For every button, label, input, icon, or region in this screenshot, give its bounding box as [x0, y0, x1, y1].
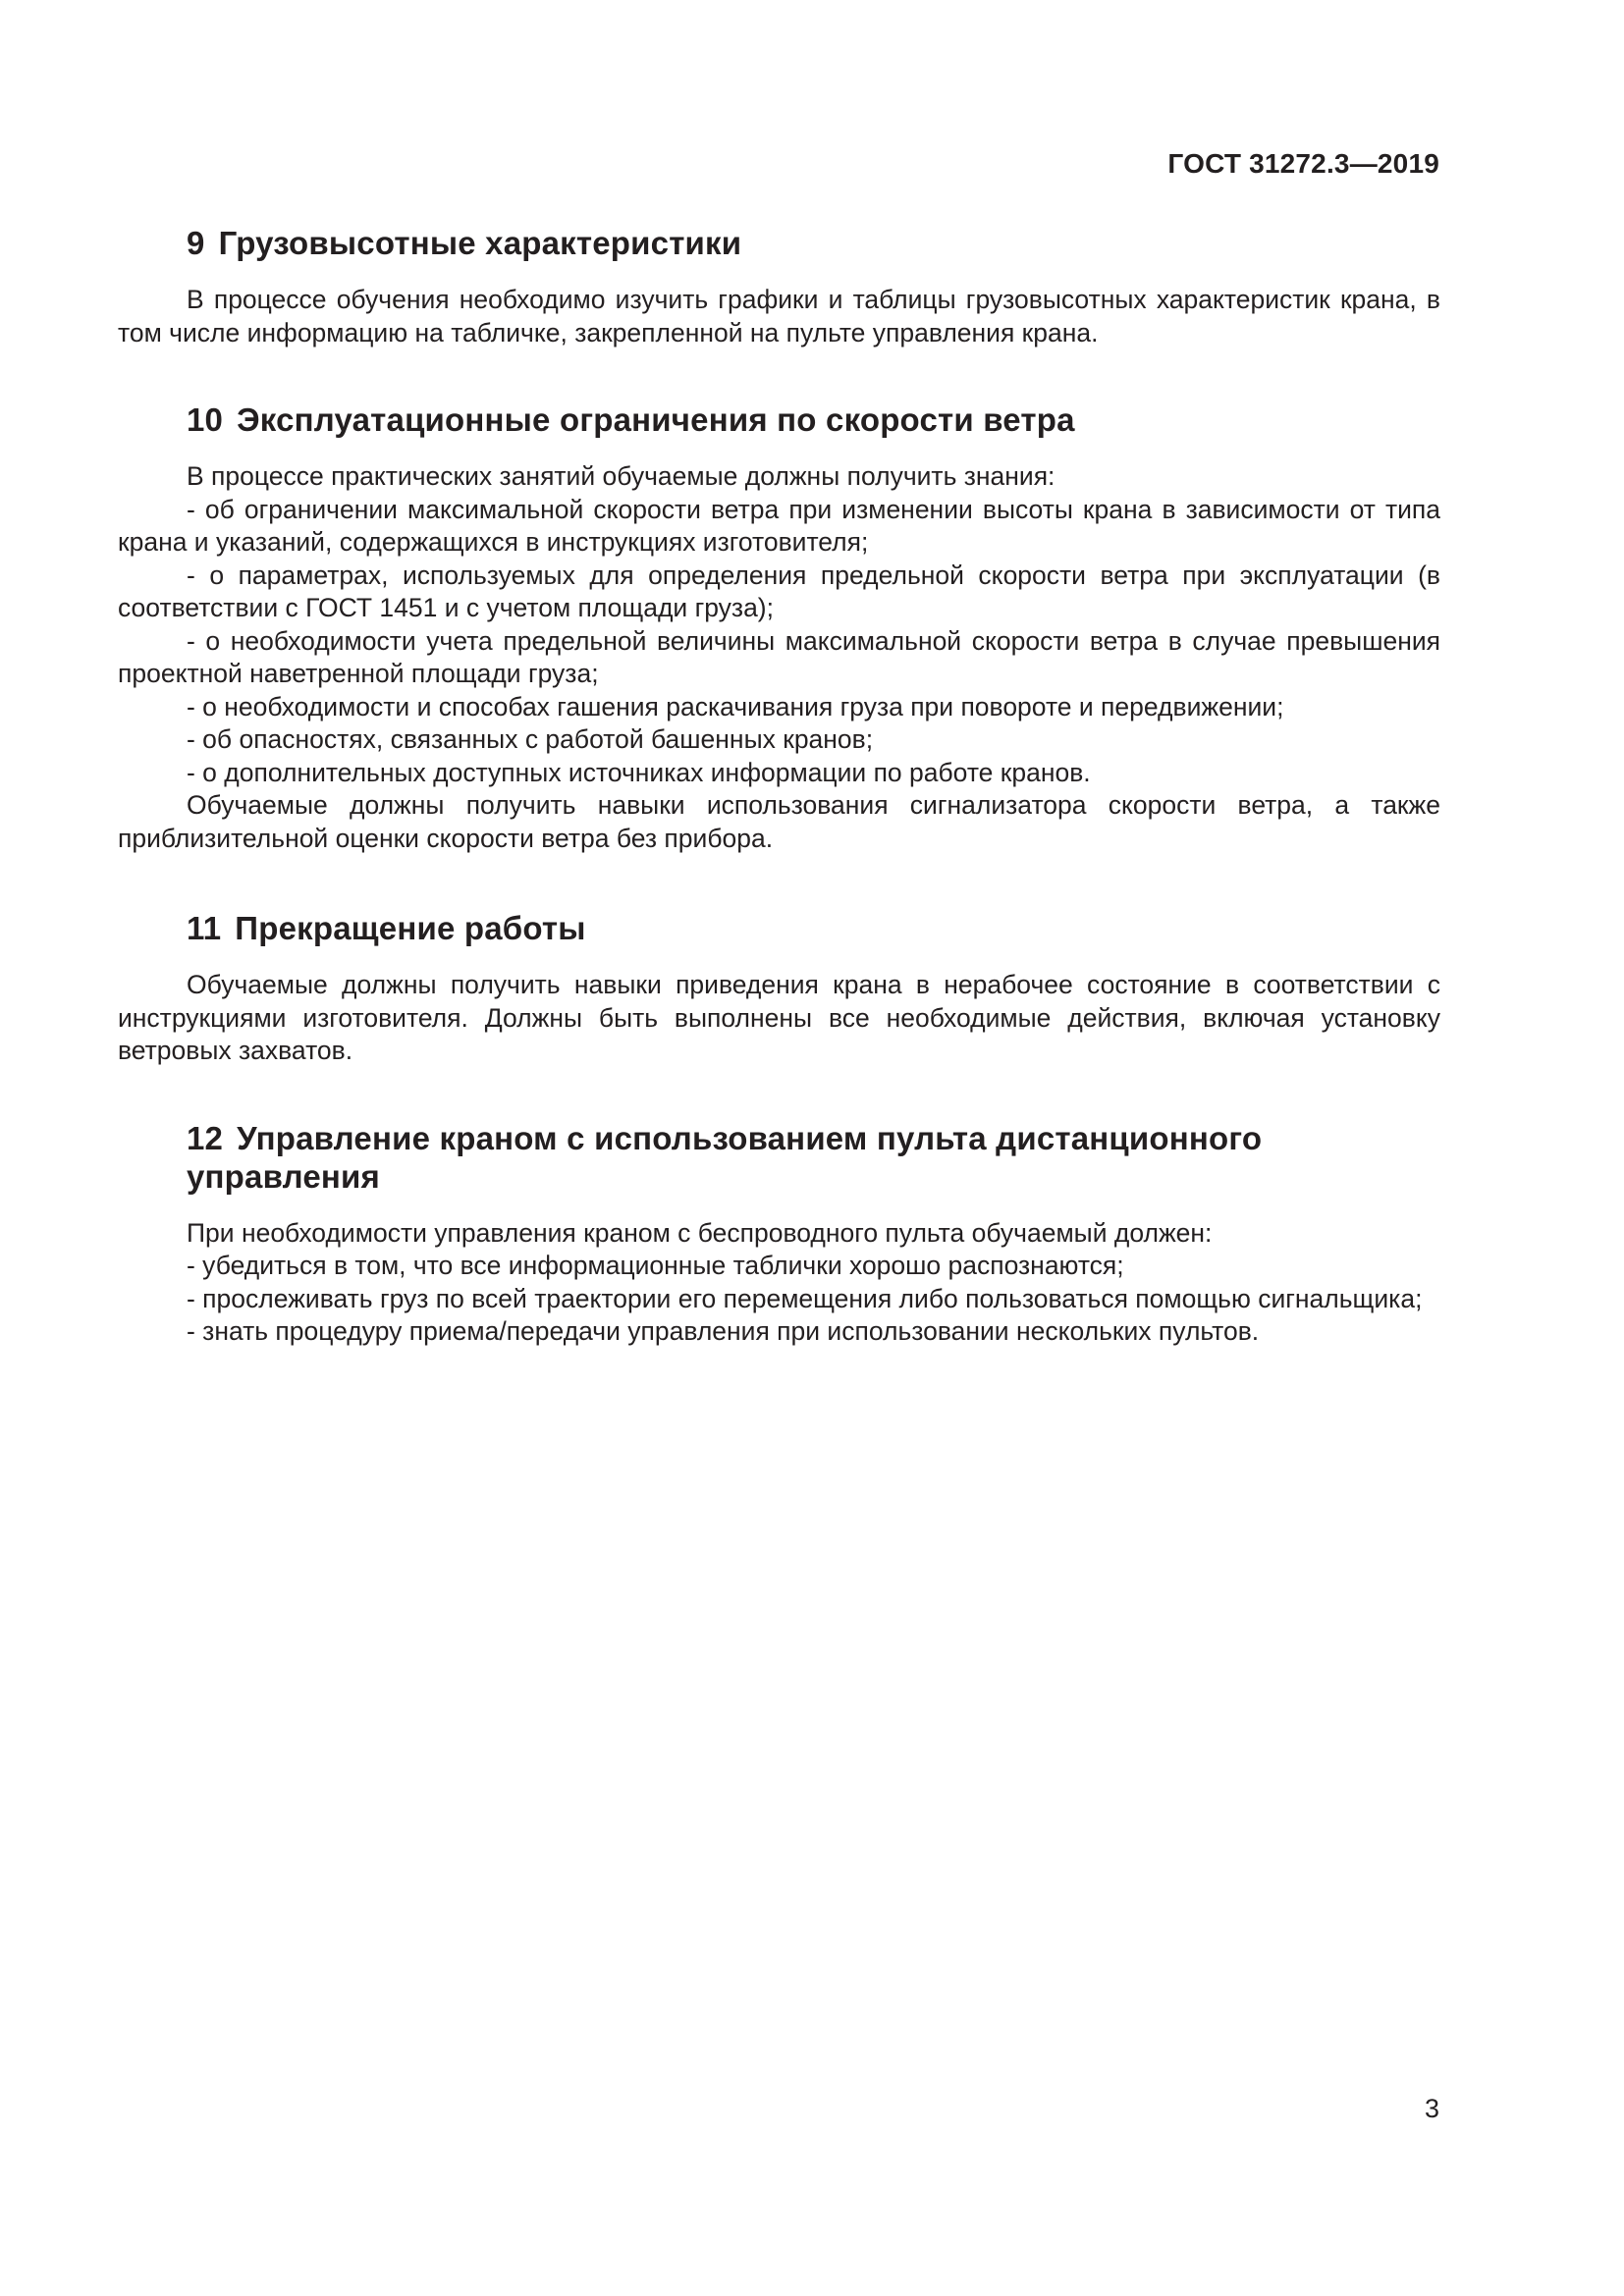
- requirements-list: [118, 1250, 1440, 1349]
- paragraph-intro: При необходимости управления краном с беспроводного пульта обучаемый должен:: [187, 1217, 1213, 1248]
- section-title: Грузовысотные характеристики: [218, 225, 742, 261]
- list-item: - об ограничении максимальной скорости ветра при изменении высоты крана в зависимости от типа крана и указаний, содержащихся в инструкциях изготовителя;: [118, 494, 1440, 557]
- section-heading: [118, 400, 1440, 439]
- list-item: - знать процедуру приема/передачи управления при использовании нескольких пультов.: [187, 1316, 1260, 1346]
- section-heading: [118, 224, 1440, 262]
- document-body: [118, 224, 1440, 1349]
- section-12: [118, 1119, 1440, 1349]
- list-item: - убедиться в том, что все информационные таблички хорошо распознаются;: [187, 1251, 1124, 1280]
- section-heading: [118, 1119, 1440, 1196]
- list-item: - о параметрах, используемых для определения предельной скорости ветра при эксплуатации (в соответствии с ГОСТ 1451 и с учетом площади груза);: [118, 560, 1440, 622]
- document-designation: ГОСТ 31272.3—2019: [1167, 148, 1439, 179]
- paragraph-closing: Обучаемые должны получить навыки использования сигнализатора скорости ветра, а также приблизительной оценки скорости ветра без прибора.: [118, 790, 1440, 853]
- paragraph-intro: В процессе практических занятий обучаемые должны получить знания:: [187, 461, 1056, 491]
- list-item: - прослеживать груз по всей траектории его перемещения либо пользоваться помощью сигнальщика;: [187, 1283, 1423, 1313]
- paragraph: Обучаемые должны получить навыки приведения крана в нерабочее состояние в соответствии с инструкциями изготовителя. Должны быть выполнены все необходимые действия, включая установку ветровых захватов.: [118, 970, 1440, 1065]
- requirements-list: [118, 494, 1440, 790]
- section-title: Прекращение работы: [235, 910, 586, 946]
- section-title: Эксплуатационные ограничения по скорости ветра: [237, 401, 1075, 438]
- section-number: 12: [187, 1119, 224, 1156]
- page-number: 3: [1424, 2094, 1439, 2123]
- list-item: - об опасностях, связанных с работой башенных кранов;: [187, 724, 874, 754]
- section-heading: [118, 909, 1440, 947]
- list-item: - о необходимости учета предельной величины максимальной скорости ветра в случае превышения проектной наветренной площади груза;: [118, 625, 1440, 688]
- paragraph: В процессе обучения необходимо изучить графики и таблицы грузовысотных характеристик крана, в том числе информацию на табличке, закрепленной на пульте управления крана.: [118, 285, 1440, 347]
- section-number: 9: [187, 225, 205, 261]
- section-9: [118, 224, 1440, 349]
- section-number: 10: [187, 401, 224, 438]
- section-title: Управление краном с использованием пульта дистанционного управления: [187, 1119, 1263, 1195]
- list-item: - о дополнительных доступных источниках информации по работе кранов.: [187, 757, 1091, 787]
- list-item: - о необходимости и способах гашения раскачивания груза при повороте и передвижении;: [187, 691, 1284, 721]
- section-number: 11: [187, 910, 222, 946]
- section-11: [118, 909, 1440, 1068]
- section-10: [118, 400, 1440, 855]
